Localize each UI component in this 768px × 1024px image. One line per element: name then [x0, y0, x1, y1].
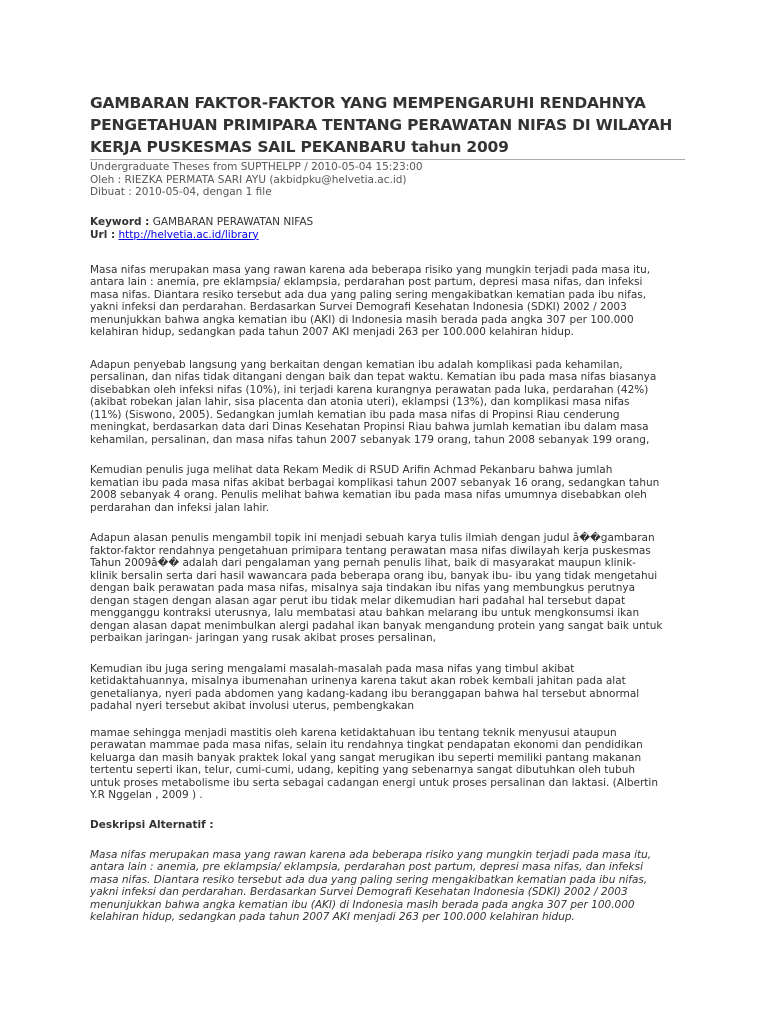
author-line: Oleh : RIEZKA PERMATA SARI AYU (akbidpku@helvetia.ac.id) — [90, 173, 407, 186]
document-title: GAMBARAN FAKTOR-FAKTOR YANG MEMPENGARUHI RENDAHNYA PENGETAHUAN PRIMIPARA TENTANG PERAWATAN NIFAS DI WILAYAH KERJA PUSKESMAS SAIL PEKANBARU tahun 2009 — [90, 94, 673, 156]
paragraph-3: Kemudian penulis juga melihat data Rekam Medik di RSUD Arifin Achmad Pekanbaru bahwa jumlah kematian ibu pada masa nifas akibat berbagai komplikasi tahun 2007 sebanyak 16 orang, sedangkan tahun 2008 sebanyak 4 orang. Penulis melihat bahwa kematian ibu pada masa nifas umumnya disebabkan oleh perdarahan dan infeksi jalan lahir. — [90, 464, 660, 514]
metadata-block — [90, 161, 685, 199]
alternative-description-heading: Deskripsi Alternatif : — [90, 818, 214, 831]
paragraph-5: Kemudian ibu juga sering mengalami masalah-masalah pada masa nifas yang timbul akibat ketidaktahuannya, misalnya ibumenahan urinenya karena takut akan robek kembali jahitan pada alat genetalianya, nyeri pada abdomen yang kadang-kadang ibu beranggapan bahwa hal tersebut abnormal padahal nyeri tersebut akibat involusi uterus, pembengkakan — [90, 662, 640, 712]
keyword-label: Keyword : — [90, 215, 150, 228]
url-line — [90, 229, 685, 242]
keyword-line — [90, 216, 685, 229]
paragraph-2: Adapun penyebab langsung yang berkaitan dengan kematian ibu adalah komplikasi pada kehamilan, persalinan, dan nifas tidak ditangani dengan baik dan tepat waktu. Kematian ibu pada masa nifas biasanya disebabkan oleh infeksi nifas (10%), ini terjadi karena kurangnya perawatan pada luka, perdarahan (42%) (akibat robekan jalan lahir, sisa placenta dan atonia uteri), eklampsi (13%), dan komplikasi masa nifas (11%) (Siswono, 2005). Sedangkan jumlah kematian ibu pada masa nifas di Propinsi Riau cenderung meningkat, berdasarkan data dari Dinas Kesehatan Propinsi Riau bahwa jumlah kematian ibu dalam masa kehamilan, persalinan, dan masa nifas tahun 2007 sebanyak 179 orang, tahun 2008 sebanyak 199 orang, — [90, 358, 657, 446]
created-line: Dibuat : 2010-05-04, dengan 1 file — [90, 186, 272, 198]
url-label: Url : — [90, 228, 116, 241]
paragraph-1: Masa nifas merupakan masa yang rawan karena ada beberapa risiko yang mungkin terjadi pada masa itu, antara lain : anemia, pre eklampsia/ eklampsia, perdarahan post partum, depresi masa nifas, dan infeksi masa nifas. Diantara resiko tersebut ada dua yang paling sering mengakibatkan kematian pada ibu nifas, yakni infeksi dan perdarahan. Berdasarkan Survei Demografi Kesehatan Indonesia (SDKI) 2002 / 2003 menunjukkan bahwa angka kematian ibu (AKI) di Indonesia masih berada pada angka 307 per 100.000 kelahiran hidup, sedangkan pada tahun 2007 AKI menjadi 263 per 100.000 kelahiran hidup. — [90, 263, 651, 338]
paragraph-4: Adapun alasan penulis mengambil topik ini menjadi sebuah karya tulis ilmiah dengan judul â��gambaran faktor-faktor rendahnya pengetahuan primipara tentang perawatan masa nifas diwilayah kerja puskesmas Tahun 2009â�� adalah dari pengalaman yang pernah penulis lihat, baik di masyarakat maupun klinik- klinik bersalin serta dari hasil wawancara pada beberapa orang ibu, banyak ibu- ibu yang tidak mengetahui dengan baik perawatan pada masa nifas, misalnya saja tindakan ibu nifas yang membungkus perutnya dengan stagen dengan alasan agar perut ibu tidak melar dikemudian hari padahal hal tersebut dapat mengganggu kontraksi uterusnya, lalu membatasi atau bahkan melarang ibu untuk mengkonsumsi ikan dengan alasan dapat menimbulkan alergi padahal ikan banyak mengandung protein yang sangat baik untuk perbaikan jaringan- jaringan yang rusak akibat proses persalinan, — [90, 532, 663, 644]
paragraph-6: mamae sehingga menjadi mastitis oleh karena ketidaktahuan ibu tentang teknik menyusui ataupun perawatan mammae pada masa nifas, selain itu rendahnya tingkat pendapatan ekonomi dan pendidikan keluarga dan masih banyak praktek lokal yang sangat merugikan ibu seperti memiliki pantang makanan tertentu seperti ikan, telur, cumi-cumi, udang, kepiting yang sebenarnya sangat dibutuhkan oleh tubuh untuk proses metabolisme ibu serta sebagai cadangan energi untuk proses persalinan dan laktasi. (Albertin Y.R Nggelan , 2009 ) . — [90, 726, 658, 801]
library-link[interactable]: http://helvetia.ac.id/library — [118, 228, 259, 241]
source-line: Undergraduate Theses from SUPTHELPP / 2010-05-04 15:23:00 — [90, 161, 423, 173]
keyword-block — [90, 216, 685, 242]
alternative-description-body: Masa nifas merupakan masa yang rawan karena ada beberapa risiko yang mungkin terjadi pada masa itu, antara lain : anemia, pre eklampsia/ eklampsia, perdarahan post partum, depresi masa nifas, dan infeksi masa nifas. Diantara resiko tersebut ada dua yang paling sering mengakibatkan kematian pada ibu nifas, yakni infeksi dan perdarahan. Berdasarkan Survei Demografi Kesehatan Indonesia (SDKI) 2002 / 2003 menunjukkan bahwa angka kematian ibu (AKI) di Indonesia masih berada pada angka 307 per 100.000 kelahiran hidup, sedangkan pada tahun 2007 AKI menjadi 263 per 100.000 kelahiran hidup. — [90, 848, 652, 923]
keyword-value: GAMBARAN PERAWATAN NIFAS — [152, 215, 314, 228]
title-divider — [90, 159, 685, 160]
document-page — [90, 92, 685, 924]
